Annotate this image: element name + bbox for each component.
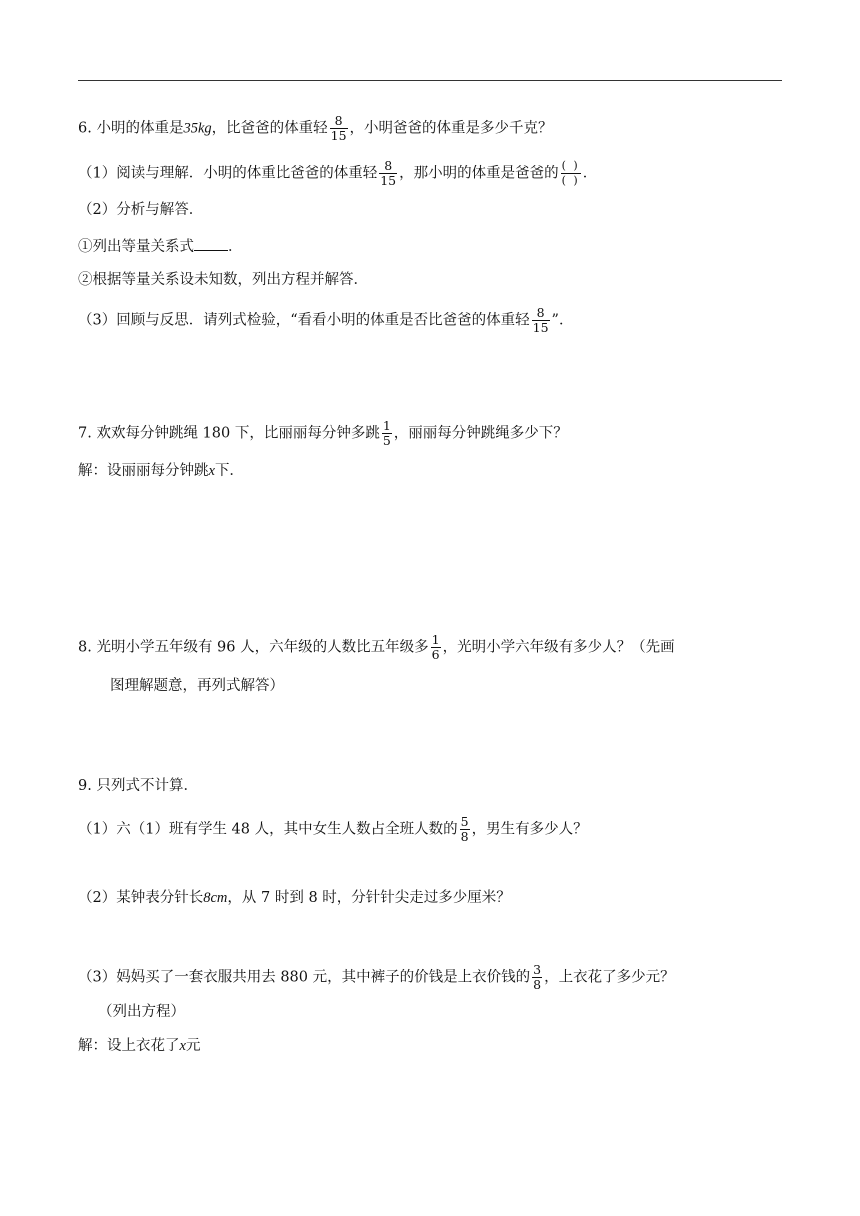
q6-part1: （1）阅读与理解．小明的体重比爸爸的体重轻 $\frac{8}{15}$ ，那小明的体重是爸爸的 $\frac{( )}{( )}$ ．	[78, 158, 598, 188]
q9-variable: x	[179, 1038, 186, 1054]
q9-stem: 9. 只列式不计算．	[78, 778, 198, 794]
q9-part2: （2）某钟表分针长8cm，从 7 时到 8 时，分针针尖走过多少厘米？	[78, 890, 511, 906]
q6-step1: ①列出等量关系式 ．	[78, 236, 243, 257]
q7-fraction: $\frac{1}{5}$	[382, 418, 391, 448]
q9-part1-fraction: $\frac{5}{8}$	[460, 814, 469, 844]
q9-part3-fraction: $\frac{3}{8}$	[533, 962, 542, 992]
header-rule	[78, 80, 782, 81]
q6-part2: （2）分析与解答．	[78, 202, 204, 218]
q6-part3: （3）回顾与反思．请列式检验，“看看小明的体重是否比爸爸的体重轻 $\frac{8}{15}$ ”．	[78, 305, 574, 335]
q8-stem: 8. 光明小学五年级有 96 人，六年级的人数比五年级多 $\frac{1}{6}$ ，光明小学六年级有多少人？（先画	[78, 632, 675, 662]
q6-stem	[78, 114, 553, 143]
answer-blank[interactable]	[194, 236, 228, 251]
q7-variable: x	[208, 463, 215, 479]
q6-step2: ②根据等量关系设未知数，列出方程并解答．	[78, 272, 368, 288]
q9-solution: 解：设上衣花了x元	[78, 1038, 201, 1054]
q6-stem-text-b: ，比爸爸的体重轻	[211, 120, 328, 137]
q6-weight: 35	[183, 120, 198, 137]
q9-part3: （3）妈妈买了一套衣服共用去 880 元，其中裤子的价钱是上衣价钱的 $\frac{3}{8}$ ，上衣花了多少元？	[78, 962, 675, 992]
q7-solution: 解：设丽丽每分钟跳x下．	[78, 463, 244, 479]
q6-part1-fraction: $\frac{8}{15}$	[380, 158, 397, 188]
q6-unit: kg	[197, 120, 212, 137]
q6-part3-fraction: $\frac{8}{15}$	[532, 305, 549, 335]
q9-part3-note: （列出方程）	[98, 1004, 185, 1020]
q8-stem-continued: 图理解题意，再列式解答）	[110, 678, 284, 694]
q6-stem-text-a: 6. 小明的体重是	[78, 120, 184, 137]
q6-stem-text-c: ，小明爸爸的体重是多少千克？	[349, 120, 553, 137]
q8-fraction: $\frac{1}{6}$	[431, 632, 440, 662]
q9-part1: （1）六（1）班有学生 48 人，其中女生人数占全班人数的 $\frac{5}{8}$ ，男生有多少人？	[78, 814, 588, 844]
q6-blank-fraction[interactable]: $\frac{( )}{( )}$	[561, 159, 580, 187]
q6-fraction: $\frac{8}{15}$	[330, 113, 347, 143]
q7-stem: 7. 欢欢每分钟跳绳 180 下，比丽丽每分钟多跳 $\frac{1}{5}$ ，丽丽每分钟跳绳多少下？	[78, 418, 568, 448]
